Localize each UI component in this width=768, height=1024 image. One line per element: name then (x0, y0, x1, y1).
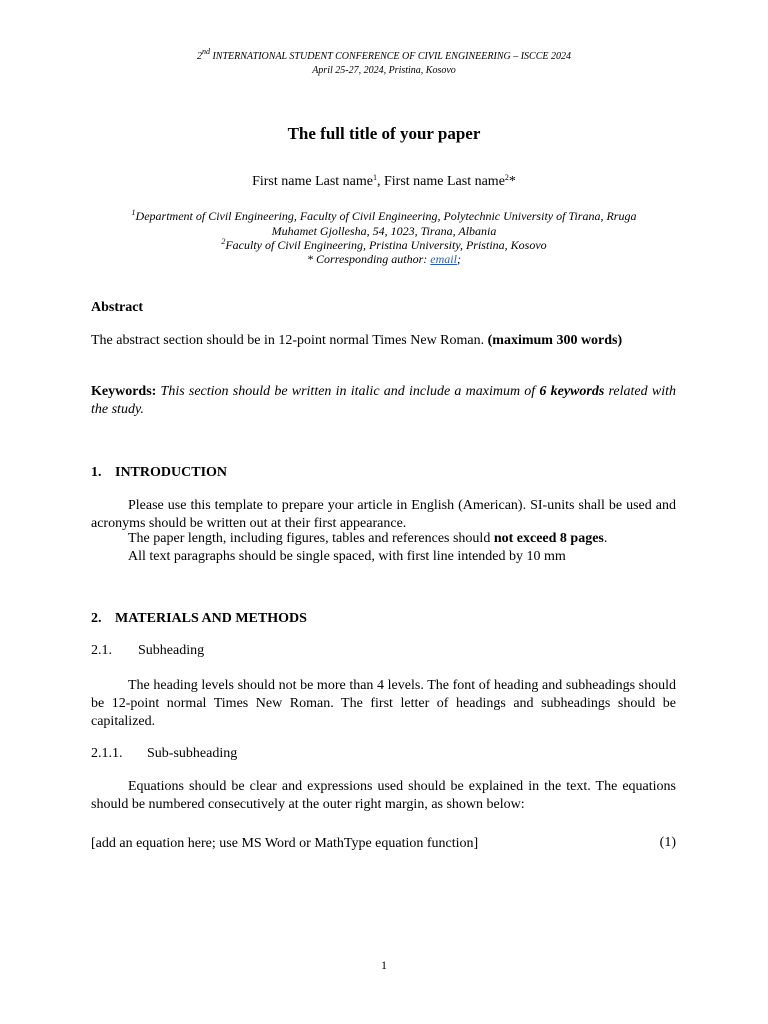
affiliation-2 (0, 238, 768, 253)
corresponding-prefix: * Corresponding author: (307, 252, 431, 266)
equation-placeholder: [add an equation here; use MS Word or MathType equation function] (91, 836, 479, 851)
abstract-text: The abstract section should be in 12-point normal Times New Roman. (91, 333, 488, 348)
author-list (0, 174, 768, 190)
email-link[interactable]: email (430, 252, 457, 266)
conference-name: INTERNATIONAL STUDENT CONFERENCE OF CIVIL ENGINEERING – ISCCE 2024 (209, 51, 572, 62)
keywords-text: This section should be written in italic and include a maximum of (160, 384, 540, 399)
subheading (91, 643, 204, 659)
affiliation-1-line-1 (0, 209, 768, 224)
author-1: First name Last name (252, 174, 373, 189)
author-2-affiliation: 2 (504, 173, 509, 182)
sub-subheading (91, 746, 237, 762)
sub-subheading-paragraph: Equations should be clear and expressions used should be explained in the text. The equations should be numbered consecutively at the outer right margin, as shown below: (91, 779, 676, 812)
corresponding-suffix: ; (456, 252, 461, 266)
corresponding-author (0, 252, 768, 267)
intro-paragraph-2-text: The paper length, including figures, tables and references should (128, 531, 494, 546)
equation-number: (1) (659, 835, 676, 850)
corresponding-mark: * (508, 174, 516, 189)
abstract-paragraph (91, 332, 676, 350)
intro-paragraph-1: Please use this template to prepare your article in English (American). SI-units shall be used and acronyms should be written out at their first appearance. (91, 498, 676, 531)
abstract-heading: Abstract (91, 300, 144, 315)
affiliation-1-text: Department of Civil Engineering, Faculty of Civil Engineering, Polytechnic University of Tirana, Rruga (135, 209, 637, 223)
keywords-text-end: related with the study. (91, 384, 676, 417)
section-heading-materials-methods (91, 611, 307, 627)
conference-header (0, 47, 768, 64)
affiliation-2-marker: 2 (221, 237, 226, 246)
keywords-limit: 6 keywords (539, 384, 605, 399)
subheading-paragraph: The heading levels should not be more than 4 levels. The font of heading and subheadings should be 12-point normal Times New Roman. The first letter of headings and subheadings should be capitalized. (91, 678, 676, 729)
sub-subheading-number: 2.1.1. (91, 746, 123, 761)
page-limit: not exceed 8 pages (493, 531, 604, 546)
section-title: MATERIALS AND METHODS (115, 611, 307, 626)
author-1-affiliation: 1 (373, 173, 377, 182)
sub-subheading-title: Sub-subheading (147, 746, 238, 761)
section-heading-introduction (91, 465, 227, 481)
author-separator: , (377, 174, 384, 189)
intro-paragraph-2-end: . (603, 531, 608, 546)
affiliation-2-text: Faculty of Civil Engineering, Pristina University, Pristina, Kosovo (225, 238, 547, 252)
conference-ordinal: 2 (196, 51, 202, 62)
affiliation-1-marker: 1 (131, 208, 136, 217)
intro-paragraph-3: All text paragraphs should be single spaced, with first line intended by 10 mm (128, 549, 566, 564)
abstract-word-limit: (maximum 300 words) (487, 333, 623, 348)
section-title: INTRODUCTION (115, 465, 228, 480)
section-number: 1. (91, 465, 102, 480)
keywords-label: Keywords: (91, 384, 161, 399)
keywords-paragraph (91, 383, 676, 419)
affiliation-1-line-2: Muhamet Gjollesha, 54, 1023, Tirana, Albania (271, 224, 497, 238)
subheading-number: 2.1. (91, 643, 112, 658)
intro-paragraph-2 (91, 530, 676, 548)
section-number: 2. (91, 611, 102, 626)
conference-date-location: April 25-27, 2024, Pristina, Kosovo (312, 65, 456, 76)
author-2: First name Last name (384, 174, 505, 189)
page-number: 1 (381, 958, 387, 972)
subheading-title: Subheading (138, 643, 205, 658)
conference-ordinal-suffix: nd (201, 47, 210, 56)
paper-title: The full title of your paper (287, 124, 481, 143)
